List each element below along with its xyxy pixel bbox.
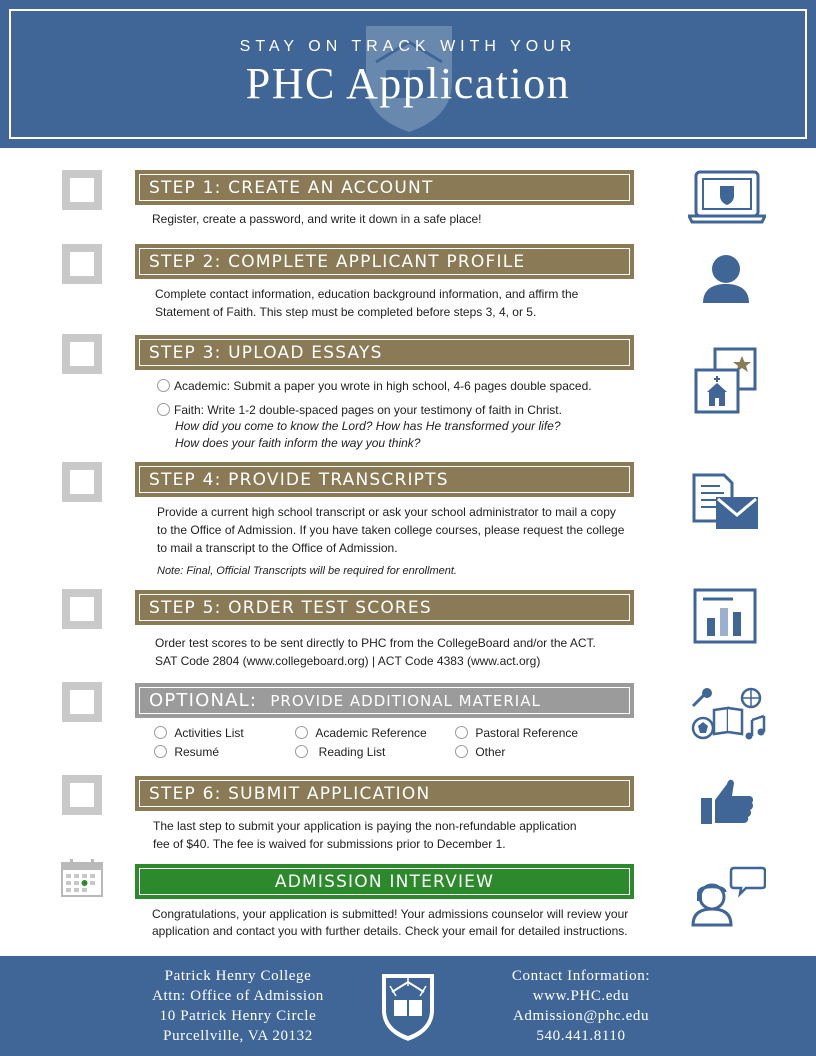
footer-city: Purcellville, VA 20132 [163, 1028, 313, 1044]
optional-banner [135, 683, 634, 718]
calendar-icon [60, 858, 104, 898]
step-4-title: STEP 4: PROVIDE TRANSCRIPTS [149, 470, 449, 490]
radio-faith[interactable] [157, 403, 170, 416]
college-crest-icon [378, 970, 438, 1044]
step-1-title: STEP 1: CREATE AN ACCOUNT [149, 178, 434, 198]
pictures-icon [693, 346, 759, 416]
footer-website-link[interactable]: www.PHC.edu [532, 988, 630, 1004]
footer-attn: Attn: Office of Admission [152, 988, 324, 1004]
radio-academic-reference[interactable] [295, 726, 308, 739]
activities-icon [690, 686, 770, 746]
step-2-banner [135, 244, 634, 279]
radio-other[interactable] [455, 745, 468, 758]
step-3-title: STEP 3: UPLOAD ESSAYS [149, 343, 383, 363]
optional-checkbox[interactable] [62, 682, 102, 722]
footer-college-name: Patrick Henry College [164, 968, 312, 984]
document-mail-icon [692, 473, 760, 531]
bar-chart-icon [693, 588, 757, 644]
footer [0, 956, 816, 1056]
step-3-banner [135, 335, 634, 370]
step-4-note: Note: Final, Official Transcripts will be required for enrollment. [157, 565, 457, 577]
step-6-banner [135, 776, 634, 811]
step-1-text: Register, create a password, and write it down in a safe place! [152, 212, 482, 226]
step-1-banner [135, 170, 634, 205]
optional-other[interactable]: Other [455, 743, 505, 761]
header-kicker: STAY ON TRACK WITH YOUR [239, 38, 577, 55]
step-4-text-line-1: Provide a current high school transcript or ask your school administrator to mail a copy [157, 505, 616, 519]
radio-reading-list[interactable] [295, 745, 308, 758]
footer-email-link[interactable]: Admission@phc.edu [512, 1008, 650, 1024]
essay-option-faith[interactable]: Faith: Write 1-2 double-spaced pages on your testimony of faith in Christ. [157, 401, 562, 419]
optional-pastoral-reference[interactable]: Pastoral Reference [455, 724, 578, 742]
optional-activities-list[interactable]: Activities List [154, 724, 244, 742]
optional-resume[interactable]: Resumé [154, 743, 219, 761]
essay-option-academic[interactable]: Academic: Submit a paper you wrote in high school, 4-6 pages double spaced. [157, 377, 592, 395]
step-4-text-line-2: to the Office of Admission. If you have taken college courses, please request the college [157, 523, 625, 537]
step-5-text-line-1: Order test scores to be sent directly to PHC from the CollegeBoard and/or the ACT. [155, 636, 596, 650]
step-2-text-line-1: Complete contact information, education background information, and affirm the [155, 287, 579, 301]
step-2-title: STEP 2: COMPLETE APPLICANT PROFILE [149, 252, 526, 272]
footer-address [118, 966, 358, 1046]
optional-academic-reference[interactable]: Academic Reference [295, 724, 427, 742]
step-4-banner [135, 462, 634, 497]
footer-street: 10 Patrick Henry Circle [159, 1008, 317, 1024]
thumbs-up-icon [699, 776, 755, 826]
interview-text-line-1: Congratulations, your application is submitted! Your admissions counselor will review your [152, 907, 629, 921]
laptop-icon [688, 170, 766, 225]
step-2-checkbox[interactable] [62, 244, 102, 284]
footer-contact [466, 966, 696, 1046]
radio-resume[interactable] [154, 745, 167, 758]
optional-reading-list[interactable]: Reading List [295, 743, 385, 761]
step-6-text-line-1: The last step to submit your application is paying the non-refundable application [153, 819, 577, 833]
step-1-checkbox[interactable] [62, 170, 102, 210]
step-6-text-line-2: fee of $40. The fee is waived for submissions prior to December 1. [153, 837, 506, 851]
user-icon [701, 253, 751, 305]
header-banner [0, 0, 816, 148]
page-title: PHC Application [245, 59, 571, 108]
radio-activities-list[interactable] [154, 726, 167, 739]
step-2-text-line-2: Statement of Faith. This step must be completed before steps 3, 4, or 5. [155, 305, 537, 319]
faith-question-2: How does your faith inform the way you think? [175, 436, 421, 450]
step-5-text-line-2: SAT Code 2804 (www.collegeboard.org) | ACT Code 4383 (www.act.org) [155, 654, 541, 668]
footer-phone[interactable]: 540.441.8110 [536, 1028, 626, 1044]
step-5-banner [135, 590, 634, 625]
step-5-title: STEP 5: ORDER TEST SCORES [149, 598, 432, 618]
step-4-checkbox[interactable] [62, 462, 102, 502]
interview-title: ADMISSION INTERVIEW [274, 872, 495, 892]
optional-title: OPTIONAL: PROVIDE ADDITIONAL MATERIAL [149, 690, 541, 711]
step-6-title: STEP 6: SUBMIT APPLICATION [149, 784, 431, 804]
radio-pastoral-reference[interactable] [455, 726, 468, 739]
step-6-checkbox[interactable] [62, 775, 102, 815]
interview-banner [135, 864, 634, 899]
step-5-checkbox[interactable] [62, 589, 102, 629]
chat-icon [690, 865, 766, 927]
faith-question-1: How did you come to know the Lord? How has He transformed your life? [175, 419, 561, 433]
interview-text-line-2: application and contact you with further details. Check your email for detailed instructions. [152, 924, 628, 938]
radio-academic[interactable] [157, 379, 170, 392]
step-4-text-line-3: to mail a transcript to the Office of Admission. [157, 541, 398, 555]
step-3-checkbox[interactable] [62, 334, 102, 374]
footer-contact-heading: Contact Information: [511, 968, 651, 984]
